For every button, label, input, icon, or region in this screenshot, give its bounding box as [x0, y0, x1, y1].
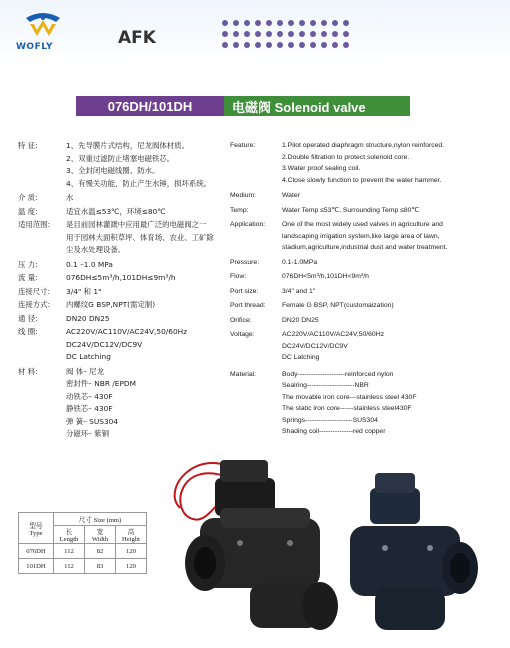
dot — [310, 31, 316, 37]
dot — [332, 42, 338, 48]
spec-line: 0.1-1.0MPa — [282, 258, 318, 266]
spec-line: Sealring---------------------NBR — [282, 382, 369, 389]
dot — [343, 42, 349, 48]
spec-line: 尘及水处理设备。 — [66, 245, 126, 254]
dot — [255, 42, 261, 48]
dot — [222, 20, 228, 26]
spec-line: 3/4" 和 1" — [66, 286, 102, 296]
dot — [233, 31, 239, 37]
spec-value — [282, 300, 500, 312]
spec-label: Pressure: — [230, 258, 260, 266]
spec-label: 压 力: — [18, 259, 38, 269]
spec-label: 介 质: — [18, 193, 38, 202]
spec-label: 线 圈: — [18, 327, 38, 336]
spec-value — [66, 272, 228, 285]
dot — [222, 42, 228, 48]
dot — [288, 42, 294, 48]
spec-line: 3/4" and 1" — [282, 287, 316, 295]
spec-line: 弹 簧– SUS304 — [66, 416, 119, 426]
height-header: 高 Height — [116, 526, 147, 544]
valve-front — [185, 460, 338, 630]
dot — [222, 31, 228, 37]
spec-value — [66, 206, 228, 219]
spec-label: Feature: — [230, 142, 256, 149]
spec-line: AC220V/AC110V/AC24V,50/60Hz — [282, 331, 385, 338]
spec-value — [282, 257, 500, 269]
spec-label: Voltage: — [230, 331, 255, 338]
dot — [277, 42, 283, 48]
spec-line: 水 — [66, 193, 74, 202]
title-bar — [76, 96, 410, 116]
spec-label: Port thread: — [230, 302, 266, 309]
spec-line: Female G BSP, NPT(customaization) — [282, 302, 394, 309]
spec-line: DN20 DN25 — [66, 313, 110, 323]
dot — [277, 31, 283, 37]
spec-line: One of the most widely used valves in agriculture and — [282, 221, 443, 228]
spec-value — [282, 190, 500, 202]
dot — [244, 20, 250, 26]
table-row: 101DH 112 83 120 — [19, 559, 147, 574]
dot — [233, 20, 239, 26]
spec-line: 静铁芯– 430F — [66, 404, 113, 413]
spec-line: DC24V/DC12V/DC9V — [66, 339, 143, 349]
spec-line: AC220V/AC110V/AC24V,50/60Hz — [66, 327, 188, 336]
spec-value — [282, 369, 500, 438]
spec-label: 温 度: — [18, 206, 38, 216]
spec-value — [282, 140, 500, 186]
spec-label: Medium: — [230, 192, 257, 199]
spec-line: 阀 体– 尼龙 — [66, 366, 104, 376]
width-header: 宽 Width — [85, 526, 116, 544]
header — [0, 0, 510, 64]
spec-label: 材 料: — [18, 366, 38, 376]
dot — [321, 20, 327, 26]
spec-label: Application: — [230, 221, 266, 228]
spec-label: 流 量: — [18, 273, 38, 282]
spec-value — [282, 329, 500, 364]
spec-line: 适宜水温≤53℃，环境≤80℃ — [66, 206, 166, 216]
spec-line: DN20 DN25 — [282, 316, 319, 324]
spec-value — [66, 366, 228, 441]
spec-line: The movable iron core---stainless steel 430F — [282, 393, 417, 401]
valve-back — [350, 473, 478, 630]
spec-label: Port size: — [230, 287, 259, 295]
spec-value — [66, 286, 228, 299]
dot — [255, 20, 261, 26]
spec-value — [66, 219, 228, 257]
spec-line: DC Latching — [282, 354, 320, 361]
spec-line: 0.1 –1.0 MPa — [66, 259, 113, 269]
size-table — [18, 512, 147, 574]
spec-line: stadium,agriculture,industrial dust and water treatment. — [282, 244, 448, 251]
spec-line: 3、全封闭电磁线圈、防水。 — [66, 166, 160, 175]
spec-line: 2、双重过滤防止堵塞电磁铁芯。 — [66, 153, 175, 163]
spec-line: DC Latching — [66, 352, 111, 361]
spec-line: The static iron core------stainless steel430F — [282, 405, 412, 412]
spec-line: 分磁环– 紫铜 — [66, 429, 109, 438]
spec-line: 是目前园林灌溉中应用最广泛的电磁阀之一 — [66, 220, 207, 229]
spec-label: 连接尺寸: — [18, 286, 51, 296]
spec-line: 076DH≤5m³/h,101DH≤9m³/h — [66, 273, 176, 282]
spec-line: Shading coil---------------red copper — [282, 428, 386, 435]
dot — [288, 20, 294, 26]
spec-label: Material: — [230, 370, 257, 378]
spec-line: 用于园林大面积草坪、体育场、农业、工矿除 — [66, 232, 214, 242]
dot — [244, 31, 250, 37]
spec-value — [66, 259, 228, 272]
length-header: 长 Length — [54, 526, 85, 544]
decorative-dots — [222, 20, 362, 54]
spec-line: 4.Close slowly function to prevent the water hammer. — [282, 176, 442, 184]
dot — [299, 31, 305, 37]
product-title: 电磁阀 Solenoid valve — [224, 96, 410, 116]
valve-product-photo — [160, 448, 490, 643]
table-row: 076DH 112 82 120 — [19, 544, 147, 559]
dot — [277, 20, 283, 26]
spec-label: Flow: — [230, 273, 247, 280]
spec-line: 3.Water proof sealing coil. — [282, 165, 361, 172]
wofly-logo-icon — [22, 10, 64, 40]
dot — [310, 20, 316, 26]
spec-value — [282, 205, 500, 217]
spec-line: landscaping irrigation system,like large area of lawn, — [282, 232, 440, 240]
spec-line: Springs---------------------SUS304 — [282, 416, 378, 424]
brand-name: AFK — [118, 28, 156, 48]
spec-value — [66, 313, 228, 326]
dot — [332, 20, 338, 26]
dot — [310, 42, 316, 48]
dot — [299, 42, 305, 48]
dot — [343, 20, 349, 26]
spec-value — [282, 286, 500, 298]
spec-value — [66, 299, 228, 312]
dot — [343, 31, 349, 37]
spec-label: Temp: — [230, 206, 249, 214]
spec-line: DC24V/DC12V/DC9V — [282, 342, 348, 350]
dot — [255, 31, 261, 37]
spec-line: 内螺纹G BSP,NPT(需定制) — [66, 300, 156, 309]
spec-value — [66, 192, 228, 205]
spec-line: Body---------------------reinforced nylon — [282, 370, 394, 378]
logo-text: WOFLY — [16, 42, 54, 52]
spec-value — [282, 271, 500, 283]
spec-line: 1、先导膜片式结构，尼龙阀体材质。 — [66, 141, 189, 150]
spec-line: 1.Pilot operated diaphragm structure,nylon reinforced. — [282, 142, 445, 149]
dot — [266, 31, 272, 37]
spec-line: Water Temp ≤53℃, Surrounding Temp ≤80℃ — [282, 206, 420, 214]
spec-line: 076DH<5m³/h,101DH<9m³/h — [282, 273, 369, 280]
spec-line: 2.Double filtration to protect solenoid core. — [282, 153, 410, 161]
dot — [266, 42, 272, 48]
spec-value — [282, 315, 500, 327]
dot — [321, 31, 327, 37]
spec-label: 特 征: — [18, 141, 38, 150]
dot — [321, 42, 327, 48]
spec-line: Water — [282, 192, 300, 199]
spec-value — [66, 326, 228, 364]
dot — [233, 42, 239, 48]
spec-label: Orifice: — [230, 316, 252, 324]
spec-line: 密封件– NBR /EPDM — [66, 379, 136, 388]
dot — [332, 31, 338, 37]
spec-value — [282, 219, 500, 254]
dot — [288, 31, 294, 37]
spec-label: 适用范围: — [18, 220, 51, 229]
spec-label: 通 径: — [18, 313, 38, 323]
type-header: 型号 Type — [19, 513, 54, 544]
dot — [299, 20, 305, 26]
size-header: 尺寸 Size (mm) — [54, 513, 147, 526]
spec-line: 4、有慢关功能，防止产生水锤，损坏系统。 — [66, 178, 212, 188]
dot — [266, 20, 272, 26]
spec-label: 连接方式: — [18, 300, 51, 309]
model-title: 076DH/101DH — [76, 96, 224, 116]
dot — [244, 42, 250, 48]
spec-line: 动铁芯– 430F — [66, 391, 113, 401]
spec-value — [66, 140, 228, 190]
